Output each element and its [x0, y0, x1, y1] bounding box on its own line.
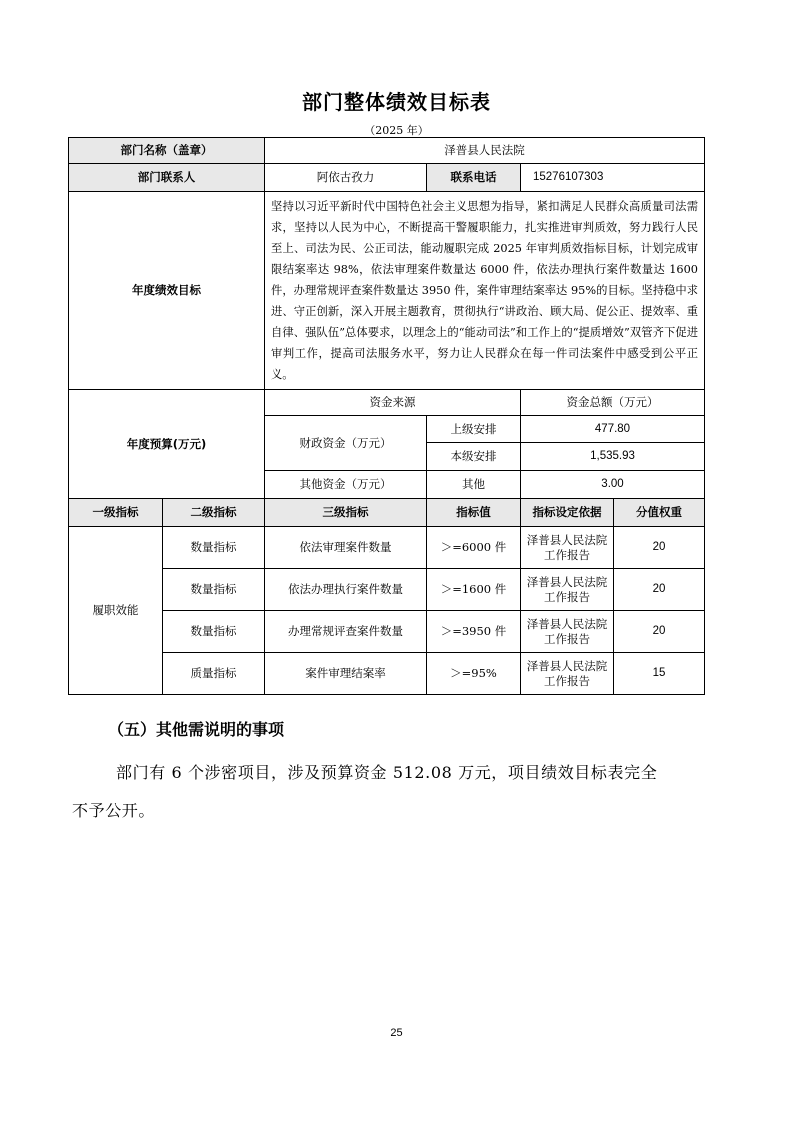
weight-cell: 15 [614, 653, 705, 695]
phone-label: 联系电话 [427, 164, 521, 192]
header-level2: 二级指标 [163, 499, 265, 527]
weight-cell: 20 [614, 611, 705, 653]
annual-goal-label: 年度绩效目标 [69, 192, 265, 390]
budget-total-header: 资金总额（万元） [521, 390, 705, 416]
basis-cell: 泽普县人民法院工作报告 [521, 569, 614, 611]
contact-name: 阿依古孜力 [265, 164, 427, 192]
other-label: 其他资金（万元） [265, 471, 427, 499]
basis-cell: 泽普县人民法院工作报告 [521, 527, 614, 569]
paragraph-line-1: 部门有 6 个涉密项目，涉及预算资金 512.08 万元，项目绩效目标表完全 [116, 763, 658, 782]
level3-cell: 办理常规评查案件数量 [265, 611, 427, 653]
annual-goal-text: 坚持以习近平新时代中国特色社会主义思想为指导，紧扣满足人民群众高质量司法需求，坚持以人民为中心，不断提高干警履职能力，扎实推进审判质效，努力践行人民至上、司法为民、公正司法，能动履职完成 2025 年审判质效指标目标，计划完成审限结案率达 98%，依法审理案件数量达 6000 件，依法办理执行案件数量达 1600 件，办理常规评查案件数量达 3950 件，案件审理结案率达 95%的目标。坚持稳中求进、守正创新，深入开展主题教育，贯彻执行“讲政治、顾大局、促公正、提效率、重自律、强队伍”总体要求，以理念上的“能动司法”和工作上的“提质增效”双管齐下促进审判工作，提高司法服务水平，努力让人民群众在每一件司法案件中感受到公平正义。 [265, 192, 705, 390]
dept-name-value: 泽普县人民法院 [265, 138, 705, 164]
section-heading: （五）其他需说明的事项 [108, 720, 285, 739]
budget-header-row [69, 390, 705, 416]
upper-label: 上级安排 [427, 416, 521, 443]
basis-cell: 泽普县人民法院工作报告 [521, 611, 614, 653]
fiscal-label: 财政资金（万元） [265, 416, 427, 471]
performance-table [68, 137, 705, 695]
budget-label: 年度预算(万元) [69, 390, 265, 499]
level2-cell: 质量指标 [163, 653, 265, 695]
table-row [69, 527, 705, 569]
indicator-value-cell: ＞=1600 件 [427, 569, 521, 611]
annual-goal-row [69, 192, 705, 390]
dept-name-row [69, 138, 705, 164]
body-paragraph [72, 754, 708, 830]
header-level1: 一级指标 [69, 499, 163, 527]
indicator-value-cell: ＞=3950 件 [427, 611, 521, 653]
level2-cell: 数量指标 [163, 611, 265, 653]
contact-row [69, 164, 705, 192]
level3-cell: 依法审理案件数量 [265, 527, 427, 569]
level1-value: 履职效能 [69, 527, 163, 695]
paragraph-line-2: 不予公开。 [72, 801, 156, 820]
page-number: 25 [390, 1027, 403, 1039]
other-sub: 其他 [427, 471, 521, 499]
level3-cell: 案件审理结案率 [265, 653, 427, 695]
indicator-value-cell: ＞=6000 件 [427, 527, 521, 569]
upper-value: 477.80 [521, 416, 705, 443]
level2-cell: 数量指标 [163, 527, 265, 569]
budget-source-header: 资金来源 [265, 390, 521, 416]
indicator-value-cell: ＞=95% [427, 653, 521, 695]
weight-cell: 20 [614, 569, 705, 611]
table-row [69, 611, 705, 653]
header-level3: 三级指标 [265, 499, 427, 527]
level2-cell: 数量指标 [163, 569, 265, 611]
table-row [69, 653, 705, 695]
weight-cell: 20 [614, 527, 705, 569]
year-label: （2025 年） [364, 124, 429, 137]
basis-cell: 泽普县人民法院工作报告 [521, 653, 614, 695]
other-value: 3.00 [521, 471, 705, 499]
table-row [69, 569, 705, 611]
indicator-header-row [69, 499, 705, 527]
header-value: 指标值 [427, 499, 521, 527]
phone-value: 15276107303 [521, 164, 705, 192]
level3-cell: 依法办理执行案件数量 [265, 569, 427, 611]
local-label: 本级安排 [427, 443, 521, 471]
header-basis: 指标设定依据 [521, 499, 614, 527]
header-weight: 分值权重 [614, 499, 705, 527]
local-value: 1,535.93 [521, 443, 705, 471]
dept-name-label: 部门名称（盖章） [69, 138, 265, 164]
contact-label: 部门联系人 [69, 164, 265, 192]
page-title: 部门整体绩效目标表 [302, 90, 491, 114]
